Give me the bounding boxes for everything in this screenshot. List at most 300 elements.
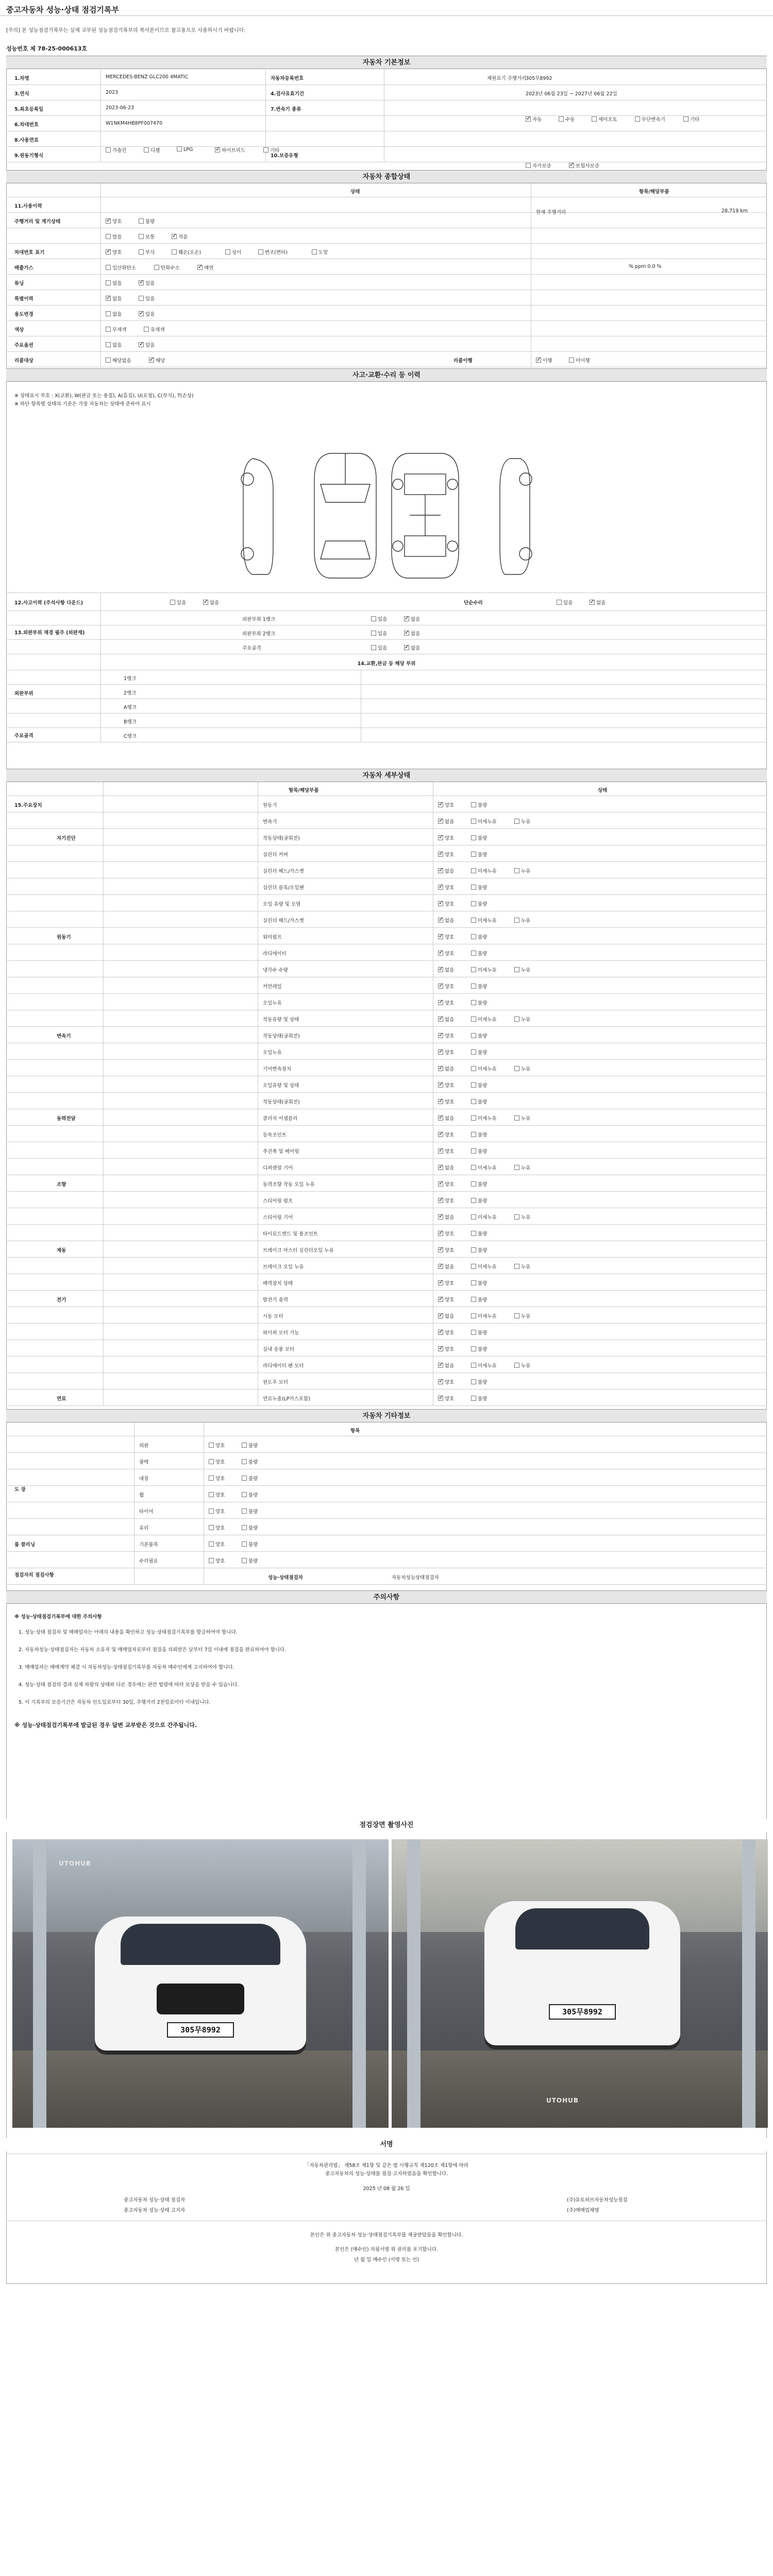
unchecked-box-icon [471,1132,476,1137]
other-row-label: 광택 [139,1460,149,1465]
unchecked-box-icon [209,1525,214,1530]
checkbox-label: 양호 [215,1443,225,1449]
unchecked-box-icon [471,1264,476,1269]
row-divider [6,1551,767,1552]
checkbox-label: 양호 [445,951,455,957]
unchecked-box-icon [106,280,111,285]
basic-value: MERCEDES-BENZ GLC200 4MATIC [106,74,189,80]
unchecked-box-icon [106,358,111,363]
checkbox-label: 불량 [478,1380,488,1385]
checkbox-label: 누유 [521,968,531,973]
checked-box-icon [438,1115,443,1121]
checkbox-label: 양호 [112,219,122,225]
unchecked-box-icon [139,296,144,301]
unchecked-box-icon [559,116,564,122]
checkbox-option [144,146,160,154]
checked-box-icon [106,296,111,301]
checkbox-option [438,1114,454,1122]
page-title: 중고자동차 성능·상태 점검기록부 [6,5,120,14]
checkbox-label: 있음 [145,296,155,302]
checkbox-label: 미세누유 [478,968,497,973]
checkbox-option [471,1032,487,1039]
checkbox-label: 없음 [445,1017,455,1023]
checkbox-option [139,279,155,286]
checkbox-label: 불량 [478,1281,488,1286]
unchecked-box-icon [263,147,268,152]
unchecked-box-icon [209,1443,214,1448]
basic-value-2: 305무8992 [526,76,552,81]
checkbox-option [471,1098,487,1105]
unchecked-box-icon [471,967,476,972]
checkbox-label: 해당 [156,358,165,364]
checkbox-option [514,818,530,825]
detail-item-label: 커먼레일 [263,984,282,990]
checkbox-option [209,1524,225,1531]
unchecked-box-icon [209,1459,214,1464]
checkbox-label: 있음 [145,312,155,317]
basic-value: 2023 [106,90,119,95]
checkbox-option [438,1032,454,1039]
section-other-title: 자동차 기타정보 [6,1409,767,1422]
checkbox-option [371,615,387,622]
checked-box-icon [438,951,443,956]
checkbox-label: 불량 [478,1396,488,1402]
detail-item-label: 스티어링 펌프 [263,1198,293,1204]
checkbox-label: 양호 [112,250,122,256]
detail-item-label: 시동 모터 [263,1314,283,1319]
checkbox-option [471,1065,497,1072]
checkbox-option [514,1213,530,1221]
other-fee-value: 자동차성능상태점검자 [392,1575,439,1581]
checkbox-option [438,1164,454,1171]
unchecked-box-icon [514,1264,519,1269]
checkbox-option [438,1246,454,1253]
checkbox-option [471,1395,487,1402]
detail-group-label: 변속기 [57,1033,71,1039]
checkbox-label: 있음 [378,617,388,622]
recall-label: 리콜이행 [453,358,473,364]
other-row-label: 휠 [139,1493,144,1498]
unchecked-box-icon [514,1016,519,1022]
checkbox-option [471,1164,497,1171]
checkbox-option [438,933,454,940]
license-plate-rear: 305무8992 [549,2004,616,2020]
checkbox-option [471,851,487,858]
unchecked-box-icon [471,1280,476,1285]
checked-box-icon [438,802,443,807]
detail-item-label: 클러치 어셈블리 [263,1116,298,1122]
unchecked-box-icon [471,1165,476,1170]
sign-statement-1: 「자동차관리법」 제58조 제1항 및 같은 법 시행규칙 제120조 제1항에 따라 [305,2163,468,2168]
row-divider [6,1257,767,1258]
checkbox-option [471,834,487,841]
checkbox-option [438,1263,454,1270]
mileage-label: 제원표기 주행거리 [487,76,527,81]
checkbox-label: 적음 [178,234,188,240]
checked-box-icon [438,835,443,840]
checkbox-label: 양호 [445,984,455,990]
checkbox-option [471,966,497,973]
checkbox-label: 불량 [478,1182,488,1188]
row-divider [6,727,767,728]
basic-label: 5.최초등록일 [14,107,44,112]
unchecked-box-icon [514,819,519,824]
checkbox-option [471,1279,487,1286]
checked-box-icon [438,868,443,873]
unchecked-box-icon [242,1525,247,1530]
checkbox-option [471,1114,497,1122]
checkbox-option [471,1362,497,1369]
row-divider [6,993,767,994]
checkbox-label: 불량 [478,852,488,858]
row-divider [6,1290,767,1291]
row-divider [6,795,767,796]
rank-label: 2랭크 [124,690,137,696]
general-label: 배출가스 [14,265,33,271]
checkbox-label: 불량 [478,1149,488,1155]
basic-label: 1.차명 [14,76,29,81]
unchecked-box-icon [471,1198,476,1203]
checkbox-label: 상이 [232,250,242,256]
checkbox-label: 없음 [445,1363,455,1369]
unchecked-box-icon [471,852,476,857]
unchecked-box-icon [106,147,111,152]
unchecked-box-icon [471,868,476,873]
unchecked-box-icon [471,1396,476,1401]
checkbox-label: 미세누유 [478,869,497,874]
checkbox-label: 기타 [270,148,280,154]
checked-box-icon [438,1082,443,1088]
other-head: 항목 [350,1428,360,1434]
detail-item-label: 윈도우 모터 [263,1380,288,1385]
basic-label: 6.차대번호 [14,122,39,128]
unchecked-box-icon [139,234,144,239]
row-divider [6,1026,767,1027]
unchecked-box-icon [258,249,263,255]
checkbox-option [471,1378,487,1385]
unchecked-box-icon [312,249,317,255]
checkbox-option [471,1048,487,1056]
checkbox-option [139,310,155,317]
section-basic-title: 자동차 기본정보 [6,56,767,69]
accident-q1b: 단순수리 [464,600,483,606]
checkbox-label: 유채색 [150,327,165,333]
detail-item-label: 라디에이터 [263,951,287,957]
checkbox-label: 양호 [445,1380,455,1385]
unchecked-box-icon [514,967,519,972]
checkbox-option [242,1458,258,1465]
basic-label: 8.사용연료 [14,138,39,143]
unchecked-box-icon [471,918,476,923]
unchecked-box-icon [471,1016,476,1022]
detail-item-label: 오일누유 [263,1050,282,1056]
checkbox-option [471,1015,497,1023]
checkbox-label: 불량 [145,219,155,225]
checked-box-icon [438,1165,443,1170]
checkbox-option [139,217,155,225]
checkbox-label: 양호 [445,1347,455,1352]
checkbox-option [514,1065,530,1072]
checkbox-label: 디젤 [150,148,160,154]
checked-box-icon [438,1214,443,1219]
sign-notifier-value: (주)매매업체명 [567,2208,599,2213]
checkbox-option [559,115,575,123]
other-fee-label-2: 성능·상태점검자 [268,1575,303,1581]
checkbox-option [203,599,219,606]
car-damage-diagram [232,443,541,587]
unchecked-box-icon [471,1363,476,1368]
checkbox-label: 없음 [411,646,421,651]
checkbox-label: 불량 [478,1050,488,1056]
checkbox-label: 도말 [318,250,328,256]
unchecked-box-icon [471,1231,476,1236]
checkbox-option [471,982,487,990]
unchecked-box-icon [154,265,159,270]
checkbox-option [438,1378,454,1385]
checkbox-label: 없음 [210,600,220,606]
checked-box-icon [438,1148,443,1154]
checked-box-icon [438,901,443,906]
checked-box-icon [590,600,595,605]
checkbox-option [106,264,136,271]
checkbox-option [242,1475,258,1482]
unchecked-box-icon [242,1443,247,1448]
unchecked-box-icon [514,1363,519,1368]
checkbox-label: 양호 [215,1542,225,1548]
checkbox-label: 없음 [596,600,606,606]
checkbox-option [139,248,155,256]
row-divider [6,861,767,862]
checkbox-label: 미세누유 [478,918,497,924]
checkbox-option [209,1507,225,1515]
checkbox-option [144,326,165,333]
checkbox-label: 불량 [478,1231,488,1237]
checkbox-label: 양호 [445,1182,455,1188]
unchecked-box-icon [471,802,476,807]
checkbox-option [106,326,127,333]
row-divider [6,1125,767,1126]
checkbox-option [106,295,122,302]
checkbox-option [438,834,454,841]
caution-line: 2. 자동차성능·상태점검자는 자동차 소유자 및 매매업자로부터 점검을 의뢰받은 날부터 7일 이내에 점검을 완료하여야 합니다. [19,1647,287,1653]
checkbox-option [438,982,454,990]
unchecked-box-icon [139,249,144,255]
checkbox-option [438,1345,454,1352]
checked-box-icon [438,1198,443,1203]
sign-inspector-label: 중고자동차 성능·상태 점검자 [124,2197,186,2203]
checked-box-icon [438,1181,443,1187]
detail-item-label: 추진축 및 베어링 [263,1149,299,1155]
general-label: 용도변경 [14,312,33,317]
checkbox-option [139,233,155,240]
checked-box-icon [536,358,541,363]
checked-box-icon [215,147,220,152]
checkbox-label: 수동 [565,117,575,123]
checkbox-option [438,1147,454,1155]
checkbox-label: 없음 [445,1215,455,1221]
checked-box-icon [438,984,443,989]
unchecked-box-icon [225,249,230,255]
checkbox-label: 누유 [521,1017,531,1023]
row-divider [6,1584,767,1585]
checkbox-label: 불량 [478,1083,488,1089]
other-row-label: 외판 [139,1443,149,1449]
unchecked-box-icon [177,146,182,151]
checkbox-label: 있음 [563,600,573,606]
checkbox-label: 불량 [478,1248,488,1253]
checked-box-icon [438,885,443,890]
checkbox-label: 없음 [445,918,455,924]
checkbox-label: 무단변속기 [642,117,665,123]
checked-box-icon [139,311,144,316]
checkbox-option [438,1180,454,1188]
unchecked-box-icon [526,163,531,168]
checkbox-label: 많음 [112,234,122,240]
checkbox-option [590,599,606,606]
row-divider [6,1485,767,1486]
unchecked-box-icon [471,1082,476,1088]
checkbox-label: 불량 [478,951,488,957]
checkbox-label: 자동 [532,117,542,123]
basic-value-2: 2023년 06월 23일 ~ 2027년 06월 22일 [526,91,617,97]
basic-label: 9.원동기형식 [14,153,44,159]
rank-label: 1랭크 [124,676,137,682]
checkbox-option [514,917,530,924]
unchecked-box-icon [209,1541,214,1547]
accident-q1: 12.사고이력 (주석사항 다운드) [14,600,83,606]
unchecked-box-icon [471,1313,476,1318]
accident-sub-label: 외판부위 1랭크 [242,617,276,622]
unchecked-box-icon [242,1476,247,1481]
checkbox-option [404,644,420,651]
checkbox-label: 누유 [521,869,531,874]
outer-parts-label: 외판부위 [14,691,33,697]
column-divider [100,183,101,367]
checkbox-label: 가솔린 [112,148,127,154]
checked-box-icon [569,163,574,168]
checkbox-label: 없음 [445,819,455,825]
checkbox-option [569,162,599,169]
checkbox-option [209,1540,225,1548]
checkbox-option [154,264,180,271]
rank-label: C랭크 [124,734,137,739]
checkbox-option [149,357,165,364]
checkbox-label: 누유 [521,819,531,825]
row-divider [6,351,767,352]
unchecked-box-icon [471,1000,476,1005]
checkbox-option [557,599,573,606]
checkbox-label: 양호 [445,1149,455,1155]
checkbox-label: 양호 [215,1558,225,1564]
checkbox-label: 누유 [521,918,531,924]
unchecked-box-icon [242,1541,247,1547]
checkbox-option [592,115,617,123]
checked-box-icon [139,280,144,285]
row-divider [6,320,767,321]
checkbox-option [569,357,590,364]
row-divider [6,1452,767,1453]
checkbox-label: 양호 [445,1281,455,1286]
general-label: 색상 [14,327,24,333]
checkbox-label: 불량 [248,1558,258,1564]
checkbox-label: 양호 [215,1509,225,1515]
checkbox-label: 매연 [204,265,214,271]
checkbox-option [438,1015,454,1023]
checkbox-option [471,999,487,1006]
checkbox-option [514,1362,530,1369]
checkbox-option [209,1491,225,1498]
unchecked-box-icon [106,327,111,332]
checkbox-label: 누유 [521,1066,531,1072]
checkbox-option [471,1296,487,1303]
checked-box-icon [106,218,111,224]
unchecked-box-icon [471,1066,476,1071]
checkbox-option [514,867,530,874]
checkbox-label: 불량 [248,1526,258,1531]
detail-group-label: 제동 [57,1248,66,1253]
checked-box-icon [438,1379,443,1384]
checkbox-option [438,1395,454,1402]
detail-item-label: 라디에이터 팬 모터 [263,1363,304,1369]
unchecked-box-icon [144,327,149,332]
detail-col-item: 항목/해당부품 [289,788,319,793]
section-cautions-title: 주의사항 [6,1590,767,1604]
unchecked-box-icon [170,600,175,605]
checkbox-option [106,357,131,364]
general-label: 차대번호 표기 [14,250,45,256]
row-divider [6,684,767,685]
checkbox-label: 양호 [445,1231,455,1237]
license-plate: 305무8992 [167,2022,234,2038]
checkbox-option [438,851,454,858]
section-accident-title: 사고·교환·수리 등 이력 [6,368,767,382]
row-divider [6,592,767,593]
checkbox-option [438,1230,454,1237]
checkbox-option [471,950,487,957]
detail-group-label: 원동기 [57,935,71,940]
checkbox-label: 이행 [543,358,552,364]
detail-item-label: 등속조인트 [263,1132,287,1138]
checkbox-label: 없음 [445,869,455,874]
unchecked-box-icon [592,116,597,122]
current-mileage-label: 현재 주행거리 [536,210,566,215]
unchecked-box-icon [242,1492,247,1497]
checkbox-option [172,248,201,256]
checkbox-label: 양호 [445,1297,455,1303]
row-divider [6,639,767,640]
checkbox-option [514,1312,530,1319]
checkbox-option [514,966,530,973]
detail-group-label: 15.주요장치 [14,803,42,808]
checkbox-option [471,1213,497,1221]
checkbox-label: 있음 [145,343,155,348]
row-divider [6,1224,767,1225]
unchecked-box-icon [471,835,476,840]
unchecked-box-icon [514,1115,519,1121]
checkbox-label: 있음 [145,281,155,286]
checkbox-option [209,1557,225,1564]
column-divider [103,782,104,1405]
general-col-note: 항목/해당부품 [639,189,669,195]
section-general-title: 자동차 종합상태 [6,170,767,183]
detail-item-label: 동력조향 작동 오일 누유 [263,1182,315,1188]
unchecked-box-icon [514,918,519,923]
detail-item-label: 배력장치 상태 [263,1281,293,1286]
column-divider [134,1422,135,1584]
detail-item-label: 작동상태(공회전) [263,1033,300,1039]
basic-label-2: 7.변속기 종류 [271,107,301,112]
row-divider [6,713,767,714]
